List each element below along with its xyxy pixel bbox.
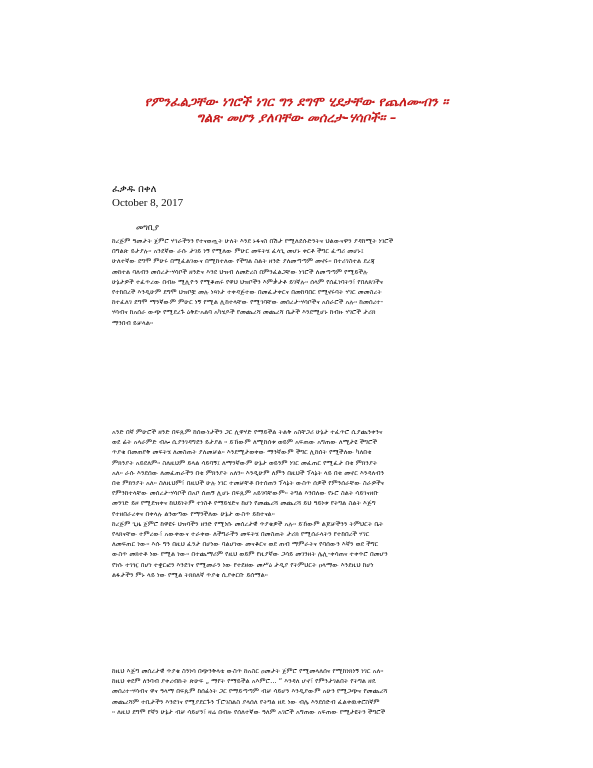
paragraph-3 xyxy=(112,666,484,717)
document-title-line-1: የምንፈልጋቸው ነገሮች ነገር ግን ደግሞ ሂደታቸው የጨለሙብን ። xyxy=(144,95,449,110)
paragraph-line: ሁኔታዎች ተፈጥረው በብዙ ሚሊዮን የሚቆጠሩ የዋህ ህዝቦችን እምቃታቶ ይገኛሉ። ሰላም የሰፈነባትን፣ የበለጸገችና xyxy=(112,277,384,286)
paragraph-line: ከረጅም ጊዜ ጀምሮ ከዋዩሩ ህዝባችን ዘንድ የሚነሱ መሰረታዊ ጥያቄዎች አሉ። ይኸውም ልጆቻችንን ትምህርት ቤት xyxy=(112,519,384,528)
paragraph-line: የነሱ ተገዢ በሆነ ተቋርፎን እንደገና የሚመራን ነው የተደዘው መሥዕ ታዲያ የትምህርት ዐላማው እንደዚህ ከሆነ xyxy=(112,560,374,569)
paragraph-2 xyxy=(112,427,484,580)
paragraph-line: ልፋታችን ምኑ ላይ ነው የሚል ትክክለኛ ጥያቄ ሲያቀርቡ ይሰማል። xyxy=(112,570,268,579)
section-heading: መግቢያ xyxy=(136,223,159,232)
paragraph-line: መንገድ ይዞ የሚደዝቀና ከህይነትም ተነስቶ የማይሄድና ከሆነ የመጨረሻ መጨረሻ ይህ ዓይነቱ የትግል ስልት እጅግ xyxy=(112,499,376,508)
paragraph-line: ከረጅም ዓመታት ጀምሮ ሃገራችንን የተናወጧት ሁለት እንደ ኑፋናስ በሽታ የሚለደሱድንትና ህልውናዋን ያዳከሚት ነገሮች xyxy=(112,237,394,245)
paragraph-line: ከዚህ ቀደም ለንባብ ያቀረብኩት ጽሁፍ „ ማየት የማይችል አእምሮ… “ እንዳለ ሆኖ፣ የምንታገልበት የትግል ዘዴ xyxy=(112,677,377,686)
paragraph-line: ከዚህ እጅግ መሰረታዊ ጥያቄ ስንነሳ በጭንቅላቴ ውስጥ ከአስር ዐመታት ጀምሮ የሚመላለሰና የሚከነክነኝ ነገር አለ። xyxy=(112,667,384,675)
paragraph-line: መከተል ባለብን መሰረታ-ሃሳቦች ዘንድና እንደ ህዝብ ለመድረስ በምንፈልጋቸው ነገሮች ለመጣጣም የሚይችሉ xyxy=(112,267,368,276)
paragraph-line: አለ። ራሱ እንደሰው ለመፈጠራችን በቂ ምክንያት አለን። እንዲሁም ለምን በዚህች ፕላኔት ላይ በቂ መኖር እንዳለብን xyxy=(112,468,385,477)
paragraph-line: ወደ ፊት አላራምድ ብሎ ሲያንገዳግደን ይታያል ። ይኸውም ለሚከሰቱ ወይም አፍጠው አግጠው ለሚታዩ ችግሮች xyxy=(112,438,378,447)
paragraph-line: ምክንያት አይደለም። ስለዚህም ይላል ሳይባኝ፤ ለማንኛውም ሁኔታ ወይንም ነገር መፈጠር የሚፈታ በቂ ምክንያት xyxy=(112,458,378,467)
paragraph-line: ለመፍጠር ነው። እሱ ግን በዚህ ፈንታ በሆነው ባልሆነው መናቆርና ወደ ጠብ ማምራትና የባሰውን እኛን ወደ ችግር xyxy=(112,540,379,549)
paragraph-line: ። ለዚህ ደግሞ የኛን ሁኔታ ብቻ ሳይሆን፣ ዛሬ በብዙ የሰለተኛው ዓለም አገሮች አግጠው አፍጠው የሚታዩትን ችግሮች xyxy=(112,707,386,716)
paragraph-line: ውስጥ መክተቶ ነው የሚል ነው። በተጨማሪም የዚህ ወይም የዚያኛው ጋሳይ መገንዘት ሌሊ-ቀሳጠና ተቀጥሮ በመሆን xyxy=(112,550,388,559)
paragraph-line: አንድ በኛ ምሁሮች ዘንድ በፍጹም ከሰውነታችን ጋር ሊዋሃድ የማይችል ትልቅ አስቸጋሪ ሁኔታ ተፈጥሮ ሲያጨንቀንና xyxy=(112,428,383,436)
paragraph-line: የተከበረች እንዲሁም ደግሞ ህዝቦቿ መሉ ነጻነታ ተቀዳጅተው በመፈታቀርና በመከባበር የሚኖሩባት ሃገር መመስረት xyxy=(112,288,382,297)
paragraph-line: በቂ ምክንያት አለ። ስለዚህም፣ በዚህች ሁሉ ነገር ተመቻቸቶ በተሰጠን ፕላኔት ውስጥ ሰዎች የምንሰራቸው ስራዎችና xyxy=(112,479,385,488)
paragraph-line: ሃሳብና ከአሰራ ውጭ የሚደረጉ ዕቅደ-አልባ አካሄዶች የመጨረሻ መጨረሻ ቤታች እንደሚሆኑ ከብዙ ሃገሮች ታሪክ xyxy=(112,308,376,317)
paragraph-line: የምንከተላቸው መሰረታ-ሃሳቦች በአቦ ሰጠኝ ሊሆኑ በፍጹም አይገባቸውም። ትግል እንበለው የኑሮ ስልት ሳይገናዘቡ xyxy=(112,489,379,498)
paragraph-line: የላክናቸው ተምረው፣ አውቀውና ተራቀው ለችግራችን መፍትሄ በመስጠት ታሪክ የሚሰራላትን የተከበረች ሃገር xyxy=(112,530,370,539)
publication-date: October 8, 2017 xyxy=(112,197,184,209)
paragraph-line: መሰረተ-ሃሳብና ዋና ዓላማ በፍጹም ከሰፊነት ጋር የማይጣጣም ብቻ ሳይሆን እንዲያውም አሁን የሚጋጭና የመጨረሻ xyxy=(112,687,388,696)
paragraph-line: በግልጽ ይታያሉ። አንደኛው ራሱ ታገይ ነኝ የሚለው ምሁር መፍትሄ ፈላጊ መሆኑ ቀርቶ ችግር ፈጣሪ መሆኑ፤ xyxy=(112,247,364,256)
document-title-line-2: ግልጽ መሆን ያለባቸው መሰረታ-ሃሳቦች። – xyxy=(196,111,397,126)
paragraph-line: ከተፈለገ ደግሞ ማንኛውም ምሁር ነኝ የሚል ሊከተላቸው የሚገባቸው መሰረታ-ሃሳቦችና አሰራሮች አሉ። ከመሰረተ- xyxy=(112,298,384,307)
paragraph-line: የተዘበራረቀና በቀላሉ ልንወጣው የማንችለው ሁኔታ ውስጥ ይከተናል። xyxy=(112,509,275,518)
paragraph-line: መጨረሻም ተቢታችን እንደገና የሚያደርጉን ፕሮገስልስ ያላሰለ የትግል ዘዴ ነው ብሌ እንደሰድብ ፈልቀዉቀሮስኛም xyxy=(112,697,380,706)
paragraph-line: ጥያቄ በመጠየቅ መፍትሄ ለመስጠት ያለመቻል። እንደሚታወቀው ማንኛውም ችግር ሊከሰት የሚችለው ካለበቂ xyxy=(112,448,372,457)
paragraph-line: ሁለተኛው ደግሞ ምሁሩ በሚፈልገውና በሚከተለው የችግል ስልት ዘንድ ያለመጣጣም መኖሩ። በተሪገስተል ደረጃ xyxy=(112,257,375,266)
paragraph-1 xyxy=(112,236,484,328)
author-name: ፈቃዱ በቀለ xyxy=(112,184,157,195)
paragraph-line: ማንበብ ይቻላል። xyxy=(112,318,154,327)
